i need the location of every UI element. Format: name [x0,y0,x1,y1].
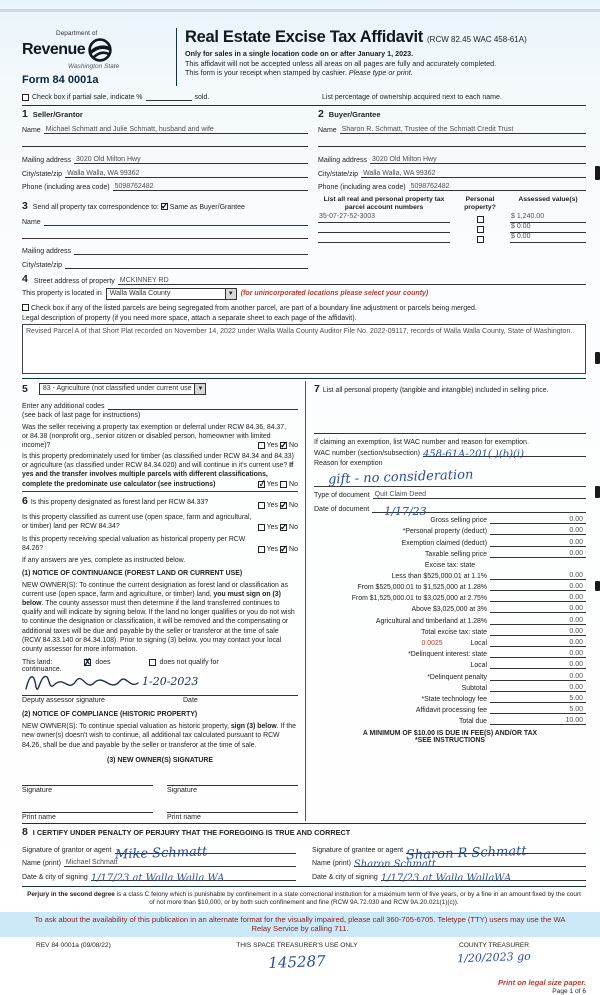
buyer-city-field[interactable] [361,170,586,178]
treasurer-stamp-number: 145287 [268,951,326,972]
legal-description-box[interactable] [22,324,586,374]
total-excise-state-label: Total excise tax: state [421,628,487,636]
predominate-yes-checkbox[interactable] [258,481,265,488]
grantee-date-field[interactable] [380,872,586,884]
additional-codes-note: (see back of last page for instructions) [22,411,141,419]
seller-city-value: Walla Walla, WA 99362 [67,169,140,177]
seller-name-value: Michael Schmatt and Julie Schmatt, husband and wife [45,125,214,133]
correspondence-city-label: City/state/zip [22,261,63,269]
partial-sale-checkbox[interactable] [22,94,29,101]
partial-sale-label: Check box if partial sale, indicate % [32,94,143,101]
seller-name2-field[interactable] [22,139,308,147]
buyer-phone-value: 5098762482 [410,183,450,190]
notice-continuance-text: NEW OWNER(S): To continue the current designation as forest land or classification as current use (open space, farm and agriculture, or timber) land, you must sign on (3) below. The county assessor must then determine if the land transferred continues to qualify and will indicate by signing below. If the land no longer qualifies or you do not wish to continue the designation or classification, it will be removed and the compensating or additional taxes will be due and payable by the seller or transferor at the time of sale (RCW 84.33.140 or 84.34.108). Prior to signing (3) below, you may contact your local county assessor for more information. [22,581,295,653]
section-4-number: 4 [22,272,28,285]
grantee-date-handwriting: 1/17/23 at Walla WallaWA [380,872,512,884]
date-label: Date [183,697,198,705]
does-label: does [95,659,111,667]
notice-continuance-heading: (1) NOTICE OF CONTINUANCE (FOREST LAND OR CURRENT USE) [22,569,243,577]
wac-number-handwriting: 458-61A-201( )(b)(i) [422,449,525,461]
divider [22,886,586,887]
header-note-3-em: Please type or print. [348,68,413,78]
section-3-number: 3 [22,200,28,212]
current-use-yes-checkbox[interactable] [258,524,265,531]
scan-artifact [595,581,600,591]
personal-property-field[interactable] [314,426,586,434]
tax-bracket-value: 0.00 [490,617,586,625]
county-treasurer-label: COUNTY TREASURER [458,941,530,949]
yes-label: Yes [266,524,279,531]
seller-city-label: City/state/zip [22,170,63,178]
page-title: Real Estate Excise Tax Affidavit [185,28,424,46]
ownership-note: List percentage of ownership acquired next to each name. [322,94,502,101]
seller-phone-value: 5098762482 [114,183,154,190]
exemption-question: Was the seller receiving a property tax exemption or deferral under RCW 84.36, 84.37, or 84.38 (nonprofit org., senior citizen or disabled person, homeowner with limited income)? [22,423,287,449]
signature-label: Signature [22,786,52,794]
section-1-heading: Seller/Grantor [32,110,83,119]
fee-value: 0.00 [490,650,586,658]
grantor-date-handwriting: 1/17/23 at Walla Walla WA [90,872,225,884]
legal-description-text: Revised Parcel A of that Short Plat recorded on November 14, 2022 under Walla Walla County Auditor File No. 2022-09117, records of Walla Walla County, State of Washington. [26,327,573,335]
county-dropdown-value: Walla Walla County [109,289,171,297]
use-code-dropdown[interactable] [39,383,207,395]
buyer-city-label: City/state/zip [318,170,359,178]
grantee-signature-label: Signature of grantee or agent [312,846,404,854]
notice-compliance-text: NEW OWNER(S): To continue special valuation as historic property, sign (3) below. If the new owner(s) doesn't wish to continue, all additional tax calculated pursuant to RCW 84.26, shall be due and payable by the seller or transferor at the time of sale. [22,723,296,749]
fee-label: Subtotal [461,684,487,692]
wac-number-label: WAC number (section/subsection) [314,450,420,458]
new-owner-signatures [22,775,298,821]
section-certify [22,825,586,884]
partial-sale-suffix: sold. [194,94,210,101]
seller-city-field[interactable] [65,170,308,178]
owner-print-name-field[interactable] [167,802,298,813]
dor-logo [22,28,172,86]
signature-label: Signature [167,786,197,794]
buyer-mailing-field[interactable] [370,156,586,164]
street-address-field[interactable] [118,277,586,285]
use-code-value: 83 - Agriculture (not classified under current use [42,384,192,392]
county-red-note: (for unincorporated locations please select your county) [240,290,429,297]
fee-label: *Delinquent interest: state [408,651,487,659]
buyer-city-value: Walla Walla, WA 99362 [363,169,436,177]
fee-value: 0.00 [490,661,586,669]
section-property [22,273,586,374]
divider [22,491,298,492]
assessed-value: $ 0.00 [510,233,586,243]
grantee-print-label: Name (print) [312,860,351,868]
tax-bracket-value: 0.00 [490,605,586,613]
partial-sale-row [22,93,586,101]
fee-label: Taxable selling price [424,550,487,558]
header-note-3-text: This form is your receipt when stamped by cashier. [185,68,347,78]
buyer-name-label: Name [318,126,337,134]
fee-label: *Personal property (deduct) [402,528,487,536]
section-use-code [22,383,298,395]
yes-label: Yes [266,480,279,488]
correspondence-mailing-field[interactable] [74,247,308,255]
header-red-note: Only for sales in a single location code on or after January 1, 2023. [185,49,414,58]
fee-value: 5.00 [490,706,586,714]
same-as-buyer-label: Same as Buyer/Grantee [169,204,245,211]
if-yes-note: If any answers are yes, complete as instructed below. [22,557,186,565]
grantee-date-label: Date & city of signing [312,873,378,881]
section-1-number: 1 [22,108,28,120]
exemption-note: If claiming an exemption, list WAC number and reason for exemption. [314,439,529,447]
tax-bracket-label: From $525,000.01 to $1,525,000 at 1.28% [357,584,487,592]
historic-yes-checkbox[interactable] [258,546,265,553]
total-due-value: 10.00 [490,717,586,725]
personal-property-label: 7 List all personal property (tangible and intangible) included in selling price. [314,382,549,395]
fee-label: Exemption claimed (deduct) [401,539,487,547]
grantor-print-field[interactable] [64,859,296,867]
fee-value: 0.00 [490,673,586,681]
fee-value: 5.00 [490,695,586,703]
accessibility-notice: To ask about the availability of this publication in an alternate format for the visually impaired, please call 360-705-6705. Teletype (TTY) users may use the WA Relay Service by calling 711. [0,912,600,937]
local-rate-row [314,640,487,647]
fee-label: Local [470,662,487,670]
scan-artifact [595,166,600,180]
does-not-qualify-checkbox[interactable] [149,659,156,666]
local-rate-value: 0.0025 [421,640,443,648]
exemption-no-checkbox[interactable] [280,442,287,449]
fee-label: *State technology fee [421,695,487,703]
local-label: Local [470,640,487,648]
fee-value: 0.00 [490,539,586,547]
scan-edge-strip [0,9,600,12]
deputy-assessor-signature-label: Deputy assessor signature [22,697,105,705]
reason-label: Reason for exemption [314,460,383,468]
section-5-number: 5 [22,382,28,395]
seller-name-label: Name [22,126,41,134]
no-label: No [289,442,298,450]
additional-codes-field[interactable] [108,402,299,410]
excise-state-header: Excise tax: state [424,561,476,569]
doc-date-field[interactable] [372,504,586,518]
header-note-3 [185,68,586,78]
same-as-buyer-checkbox[interactable] [161,203,168,210]
section-buyer [318,108,586,269]
no-label: No [289,524,298,531]
fee-value: 0.00 [490,550,586,558]
grantor-print-label: Name (print) [22,860,61,868]
seller-mailing-value: 3020 Old Milton Hwy [76,156,141,163]
divider [314,486,586,487]
correspondence-name-label: Name [22,218,41,226]
parcel-table [318,196,586,243]
fee-label: *Delinquent penalty [427,673,487,681]
correspondence-city-field[interactable] [65,261,308,269]
assessor-date-handwriting: 1-20-2023 [142,675,199,689]
parcel-col-header: List all real and personal property tax parcel account numbers [323,196,445,212]
divider [22,823,586,824]
seller-phone-label: Phone (including area code) [22,184,110,191]
no-label: No [289,480,298,488]
doc-date-label: Date of document [314,505,370,513]
tax-bracket-value: 0.00 [490,572,586,580]
correspondence-mailing-label: Mailing address [22,248,72,255]
no-label: No [289,501,298,509]
doc-type-field[interactable] [373,491,586,499]
buyer-mailing-value: 3020 Old Milton Hwy [372,156,437,163]
parcel-row[interactable] [318,213,450,223]
owner-print-name-field[interactable] [22,802,153,813]
street-address-label: Street address of property [33,277,115,285]
tax-bracket-label: Above $3,025,000 at 3% [411,606,487,614]
yes-label: Yes [266,442,279,450]
personal-property-col-header: Personal property? [464,196,496,212]
grantor-date-field[interactable] [90,872,296,884]
print-note: Print on legal size paper. [498,977,586,987]
grantor-signature-handwriting: Mike Schmatt [114,844,208,863]
seller-mailing-field[interactable] [74,156,308,164]
chevron-down-icon: ▼ [194,384,205,394]
fee-value: 0.00 [490,516,586,524]
section-2-number: 2 [318,108,324,120]
grantor-date-label: Date & city of signing [22,873,88,881]
section-2-heading: Buyer/Grantee [328,110,381,119]
current-use-no-checkbox[interactable] [280,524,287,531]
personal-property-checkbox[interactable] [477,236,484,243]
seller-name-field[interactable] [44,126,308,134]
grantor-signature-field[interactable] [114,844,296,863]
fee-label: Affidavit processing fee [415,707,487,715]
owner-signature-field[interactable] [167,775,298,786]
fee-value: 0.00 [490,527,586,535]
owner-signature-field[interactable] [22,775,153,786]
total-due-label: Total due [459,718,487,726]
perjury-statement: Perjury in the second degree is a class C felony which is punishable by confinement in a state correctional institution for a maximum term of five years, or by a fine in an amount fixed by the court of not more than $10,000, or by both such confinement and fine (RCW 9A.72.030 and RCW 9A.20.021(1)(c)). [27,890,581,907]
section-8-number: 8 [22,825,28,838]
buyer-mailing-label: Mailing address [318,157,368,164]
correspondence-name2-field[interactable] [22,231,308,239]
notice-compliance-heading: (2) NOTICE OF COMPLIANCE (HISTORIC PROPERTY) [22,711,198,719]
current-use-question: Is this property classified as current use (open space, farm and agricultural, or timber) land per RCW 84.34? [22,513,252,530]
section-seller [22,108,308,269]
tax-bracket-label: Less than $525,000.01 at 1.1% [391,572,487,580]
grantee-signature-handwriting: Sharon R Schmatt [405,843,527,864]
parcel-number-field[interactable] [318,233,450,243]
see-instructions-note: *SEE INSTRUCTIONS [414,737,486,745]
dept-name: Revenue [22,41,86,58]
exemption-yes-checkbox[interactable] [258,442,265,449]
form-number: Form 84 0001a [22,74,99,86]
grantor-print-value: Michael Schmatt [65,859,118,867]
total-excise-state-value: 0.00 [490,628,586,636]
doc-type-label: Type of document [314,492,370,500]
fee-label: Gross selling price [430,517,487,525]
scan-artifact [595,486,600,498]
tax-bracket-label: Agricultural and timberland at 1.28% [375,617,487,625]
grantee-print-handwriting: Sharon Schmatt [353,859,436,871]
revenue-swirl-icon [87,37,113,63]
buyer-name-value: Sharon R. Schmatt, Trustee of the Schmatt Credit Trust [341,125,514,133]
header-note-2: This affidavit will not be accepted unless all areas on all pages are fully and accurately completed. [185,58,497,68]
predominate-no-checkbox[interactable] [280,481,287,488]
partial-sale-percent-field[interactable] [146,93,192,101]
footer-row [22,942,586,995]
fee-value: 0.00 [490,684,586,692]
historic-question: Is this property receiving special valuation as historical property per RCW 84.26? [22,536,246,553]
continuance-label: continuance. [22,666,62,674]
print-name-label: Print name [167,813,201,821]
divider [22,105,586,106]
local-value: 0.00 [490,639,586,647]
parcel-row[interactable] [318,223,450,233]
yes-label: Yes [266,501,279,509]
new-owner-signature-heading: (3) NEW OWNER(S) SIGNATURE [107,756,213,764]
forest-yes-checkbox[interactable] [258,502,265,509]
buyer-phone-label: Phone (including area code) [318,184,406,191]
treasurer-date-handwriting: 1/20/2023 go [457,949,531,965]
doc-date-handwriting: 1/17/23 [384,504,427,518]
parcel-number-value: 35-07-27-52-3003 [318,213,450,223]
tax-bracket-value: 0.00 [490,594,586,602]
predominate-use-question: Is this property predominately used for timber (as classified under RCW 84.34 and 84.33) or agriculture (as classified under RCW 84.34.020) and will continue in it's current use? If yes and the transfer involves multiple parcels with different classifications, complete the predominate use calculator (see instructions) [22,453,294,488]
chevron-down-icon: ▼ [225,289,236,299]
personal-property-checkbox[interactable] [477,216,484,223]
dept-sub: Washington State [68,63,120,70]
grantee-signature-field[interactable] [405,843,586,864]
buyer-name-field[interactable] [340,126,586,134]
county-dropdown[interactable] [106,288,237,300]
segregated-label: Check box if any of the listed parcels are being segregated from another parcel, are part of a boundary line adjustment or parcels being merged. [30,304,477,312]
assessed-value: $ 1,240.00 [510,213,586,223]
grantor-signature-label: Signature of grantor or agent [22,846,112,854]
correspondence-label: Send all property tax correspondence to: [32,204,159,211]
no-label: No [289,546,298,554]
print-name-label: Print name [22,813,56,821]
historic-no-checkbox[interactable] [280,546,287,553]
assessed-value: $ 0.00 [510,223,586,233]
parcel-row[interactable] [318,233,450,243]
rev-number: REV 84 0001a (09/08/22) [36,941,111,949]
dept-prefix: Department of [56,30,98,37]
seller-mailing-label: Mailing address [22,157,72,164]
assessed-value-col-header: Assessed value(s) [518,196,578,203]
personal-property-checkbox[interactable] [477,226,484,233]
minimum-fee-note: A MINIMUM OF $10.00 IS DUE IN FEE(S) AND/OR TAX [362,730,538,738]
segregated-checkbox[interactable] [22,304,29,311]
yes-label: Yes [266,546,279,554]
divider [22,378,586,379]
buyer-phone-field[interactable] [409,183,586,191]
certify-statement: I CERTIFY UNDER PENALTY OF PERJURY THAT THE FOREGOING IS TRUE AND CORRECT [32,827,351,837]
assessor-signature-area[interactable] [22,673,298,695]
forest-land-question: 6 Is this property designated as forest land per RCW 84.33? [22,494,209,507]
wac-number-field[interactable] [422,449,586,461]
buyer-name2-field[interactable] [318,139,586,147]
forest-no-checkbox[interactable] [280,502,287,509]
this-land-label: This land: [22,659,53,667]
does-qualify-checkbox[interactable] [84,659,91,666]
doc-type-value: Quit Claim Deed [374,491,427,499]
tax-bracket-label: From $1,525,000.01 to $3,025,000 at 2.75% [351,595,487,603]
legal-description-label: Legal description of property (if you need more space, attach a separate sheet to each page of the affidavit). [22,314,357,322]
parcel-number-field[interactable] [318,223,450,233]
street-address-value: MCKINNEY RD [119,276,169,284]
section-correspondence [22,200,308,212]
land-qualify-row [22,659,298,666]
title-rcw: (RCW 82.45 WAC 458-61A) [427,35,527,44]
additional-codes-label: Enter any additional codes [22,402,105,410]
tax-bracket-value: 0.00 [490,583,586,591]
scan-artifact [595,352,600,364]
page-number: Page 1 of 6 [552,987,586,995]
located-in-label: This property is located in [22,290,102,297]
treasurer-space-label: THIS SPACE TREASURER'S USE ONLY [236,941,358,949]
does-not-label: does not qualify for [159,659,219,667]
seller-phone-field[interactable] [113,183,308,191]
correspondence-name-field[interactable] [44,218,308,226]
reason-handwriting: gift - no consideration [327,467,474,488]
header [22,28,586,86]
